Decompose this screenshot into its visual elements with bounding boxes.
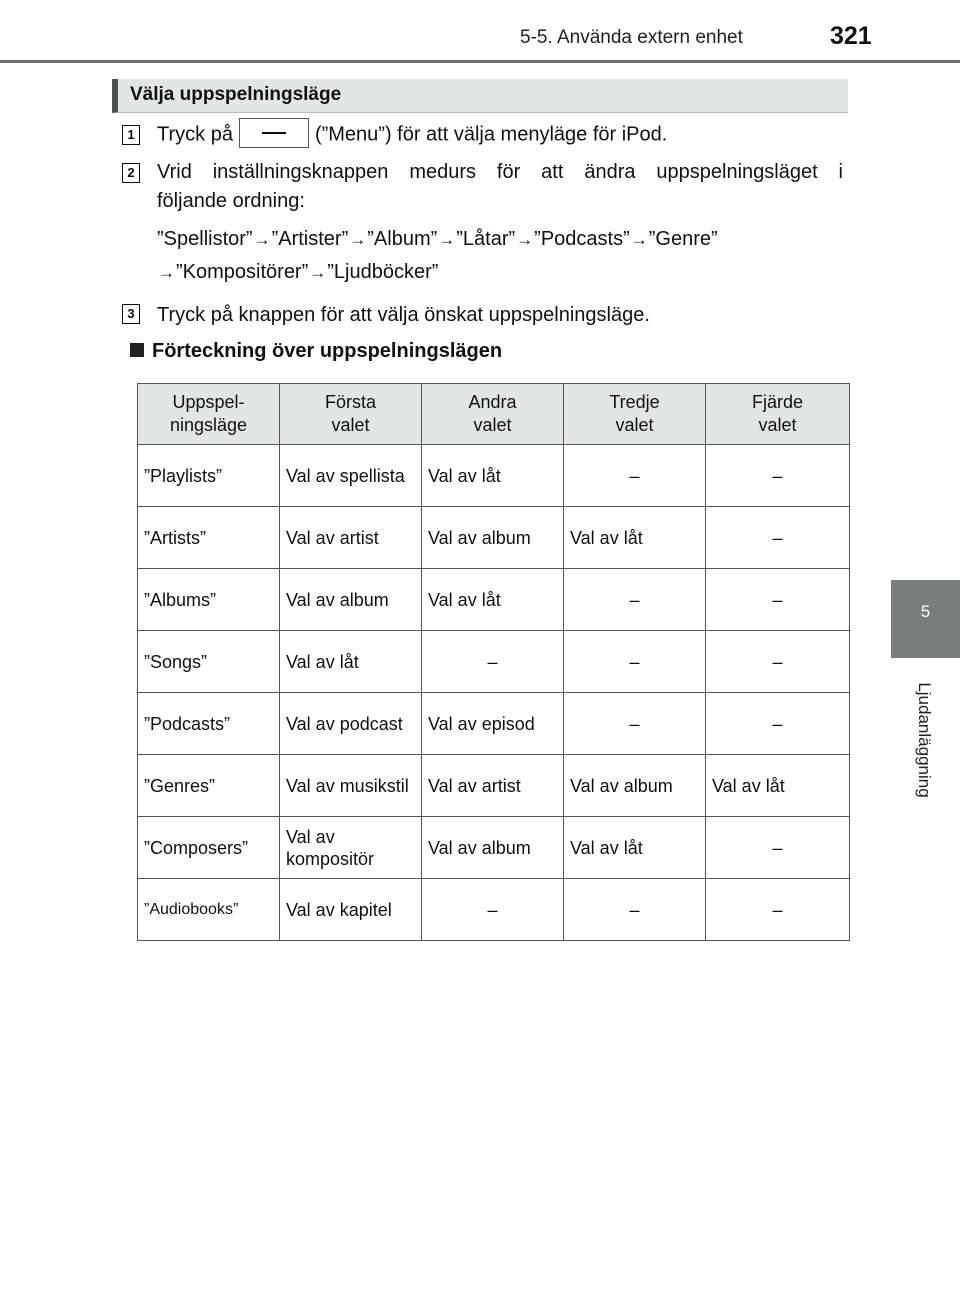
selection-cell: –: [706, 817, 850, 879]
order-item: ”Kompositörer”: [176, 261, 309, 283]
selection-cell: Val av låt: [706, 755, 850, 817]
selection-cell: Val av låt: [422, 445, 564, 507]
selection-cell: –: [564, 631, 706, 693]
chapter-number: 5: [920, 602, 931, 621]
table-row: [138, 693, 850, 755]
mode-order-line-2: [157, 258, 843, 287]
selection-cell: Val av artist: [280, 507, 422, 569]
column-header: [138, 384, 280, 445]
selection-cell: Val av podcast: [280, 693, 422, 755]
arrow-right-icon: →: [253, 230, 271, 249]
mode-name-cell: ”Composers”: [138, 817, 280, 879]
step-2-line-1: Vrid inställningsknappen medurs för att ändra uppspelningsläget i: [157, 161, 843, 183]
arrow-right-icon: →: [309, 263, 327, 282]
selection-cell: Val av album: [280, 569, 422, 631]
mode-name-cell: ”Songs”: [138, 631, 280, 693]
selection-cell: –: [706, 569, 850, 631]
selection-cell: Val av artist: [422, 755, 564, 817]
mode-name-cell: ”Podcasts”: [138, 693, 280, 755]
selection-cell: Val av album: [422, 817, 564, 879]
subheading-text: Förteckning över uppspelningslägen: [152, 340, 503, 362]
table-header-row: [138, 384, 850, 445]
playback-modes-table: [137, 383, 850, 941]
selection-cell: –: [564, 445, 706, 507]
arrow-right-icon: →: [630, 230, 648, 249]
step-2-line-2: följande ordning:: [157, 190, 305, 212]
step-1-text-after: (”Menu”) för att välja menyläge för iPod.: [314, 123, 668, 146]
header-section-title: 5-5. Använda extern enhet: [520, 27, 743, 48]
step-1-text: [157, 120, 843, 150]
selection-cell: –: [706, 631, 850, 693]
header-line: valet: [473, 415, 512, 435]
step-3-text: Tryck på knappen för att välja önskat uppspelningsläge.: [157, 304, 650, 326]
step-1-text-before: Tryck på: [157, 123, 233, 146]
selection-cell: Val av låt: [422, 569, 564, 631]
header-line: Första: [324, 392, 376, 412]
column-header: [280, 384, 422, 445]
order-item: ”Spellistor”: [157, 228, 253, 250]
mode-order-line-1: [157, 225, 843, 254]
column-header: [422, 384, 564, 445]
selection-cell: Val av låt: [564, 817, 706, 879]
column-header: [564, 384, 706, 445]
selection-cell: –: [706, 507, 850, 569]
selection-cell: Val av låt: [280, 631, 422, 693]
header-line: valet: [758, 415, 797, 435]
table-row: [138, 569, 850, 631]
mode-order-list: [157, 225, 843, 287]
step-marker-1: 1: [122, 125, 140, 145]
step-marker-3: 3: [122, 304, 140, 324]
mode-name-cell: ”Playlists”: [138, 445, 280, 507]
subheading: [130, 340, 502, 363]
header-divider: [0, 60, 960, 63]
selection-cell: –: [564, 569, 706, 631]
selection-cell: –: [706, 879, 850, 941]
arrow-right-icon: →: [349, 230, 367, 249]
section-heading-box: [112, 79, 848, 113]
order-item: ”Podcasts”: [534, 228, 630, 250]
selection-cell: Val av kapitel: [280, 879, 422, 941]
section-title: Välja uppspelningsläge: [130, 84, 342, 105]
table-row: [138, 507, 850, 569]
arrow-right-icon: →: [438, 230, 456, 249]
selection-cell: Val av musikstil: [280, 755, 422, 817]
table-row: [138, 755, 850, 817]
selection-cell: –: [422, 631, 564, 693]
table-row: [138, 879, 850, 941]
header-line: Andra: [468, 392, 517, 412]
order-item: ”Artister”: [271, 228, 349, 250]
arrow-right-icon: →: [158, 263, 175, 282]
page-number: 321: [830, 22, 872, 50]
table-row: [138, 445, 850, 507]
selection-cell: Val av spellista: [280, 445, 422, 507]
square-bullet-icon: [130, 343, 144, 357]
selection-cell: Val av album: [422, 507, 564, 569]
mode-name-cell: ”Albums”: [138, 569, 280, 631]
selection-cell: Val av album: [564, 755, 706, 817]
mode-name-cell: ”Genres”: [138, 755, 280, 817]
header-line: valet: [331, 415, 370, 435]
header-line: Uppspel-: [172, 392, 245, 412]
selection-cell: Val av låt: [564, 507, 706, 569]
header-line: valet: [615, 415, 654, 435]
selection-cell: –: [564, 879, 706, 941]
selection-cell: Val av episod: [422, 693, 564, 755]
header-line: Fjärde: [751, 392, 804, 412]
order-item: ”Låtar”: [456, 228, 516, 250]
mode-name-cell: ”Audiobooks”: [138, 879, 280, 941]
selection-cell: –: [706, 445, 850, 507]
order-item: ”Genre”: [648, 228, 718, 250]
table-row: [138, 631, 850, 693]
column-header: [706, 384, 850, 445]
order-item: ”Album”: [367, 228, 438, 250]
menu-button-icon: [239, 118, 309, 148]
chapter-tab: [891, 580, 960, 658]
header-line: Tredje: [609, 392, 660, 412]
selection-cell: Val av kompositör: [280, 817, 422, 879]
selection-cell: –: [422, 879, 564, 941]
selection-cell: –: [706, 693, 850, 755]
order-item: ”Ljudböcker”: [327, 261, 439, 283]
step-marker-2: 2: [122, 163, 140, 183]
arrow-right-icon: →: [516, 230, 534, 249]
selection-cell: –: [564, 693, 706, 755]
header-line: ningsläge: [169, 415, 248, 435]
mode-name-cell: ”Artists”: [138, 507, 280, 569]
step-2-text: [157, 158, 843, 216]
table-row: [138, 817, 850, 879]
chapter-label: Ljudanläggning: [915, 682, 934, 798]
